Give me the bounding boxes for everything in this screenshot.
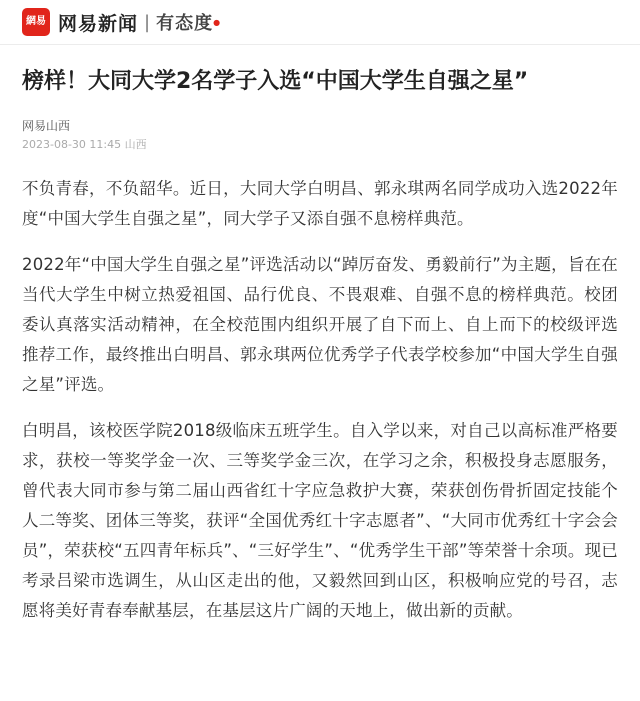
article-source[interactable]: 网易山西: [22, 119, 71, 133]
article-paragraph: 2022年“中国大学生自强之星”评选活动以“踔厉奋发、勇毅前行”为主题，旨在在当代大学生中树立热爱祖国、品行优良、不畏艰难、自强不息的榜样典范。校团委认真落实活动精神，在全校范围内组织开展了自下而上、自上而下的校级评选推荐工作，最终推出白明昌、郭永琪两位优秀学子代表学校参加“中国大学生自强之星”评选。: [22, 255, 618, 394]
article-title: 榜样！大同大学2名学子入选“中国大学生自强之星”: [22, 69, 529, 94]
article-paragraph: 白明昌，该校医学院2018级临床五班学生。自入学以来，对自己以高标准严格要求，获校一等奖学金一次、三等奖学金三次，在学习之余，积极投身志愿服务，曾代表大同市参与第二届山西省红十字应急救护大赛，荣获创伤骨折固定技能个人二等奖、团体三等奖，获评“全国优秀红十字志愿者”、“大同市优秀红十字会会员”，荣获校“五四青年标兵”、“三好学生”、“优秀学生干部”等荣誉十余项。现已考录吕梁市选调生，从山区走出的他，又毅然回到山区，积极响应党的号召，志愿将美好青春奉献基层，在基层这片广阔的天地上，做出新的贡献。: [22, 421, 618, 620]
brand-separator: |: [144, 11, 151, 33]
brand-name[interactable]: 网易新闻: [58, 12, 139, 35]
brand-slogan: 有态度: [156, 13, 214, 34]
article-paragraph: 不负青春，不负韶华。近日，大同大学白明昌、郭永琪两名同学成功入选2022年度“中国大学生自强之星”，同大学子又添自强不息榜样典范。: [22, 179, 618, 228]
site-header: [0, 0, 640, 45]
registered-mark: ●: [213, 17, 221, 27]
article-body: [22, 174, 618, 626]
netease-logo-icon[interactable]: 網易: [22, 8, 50, 36]
article-meta: 2023-08-30 11:45 山西: [22, 138, 147, 151]
